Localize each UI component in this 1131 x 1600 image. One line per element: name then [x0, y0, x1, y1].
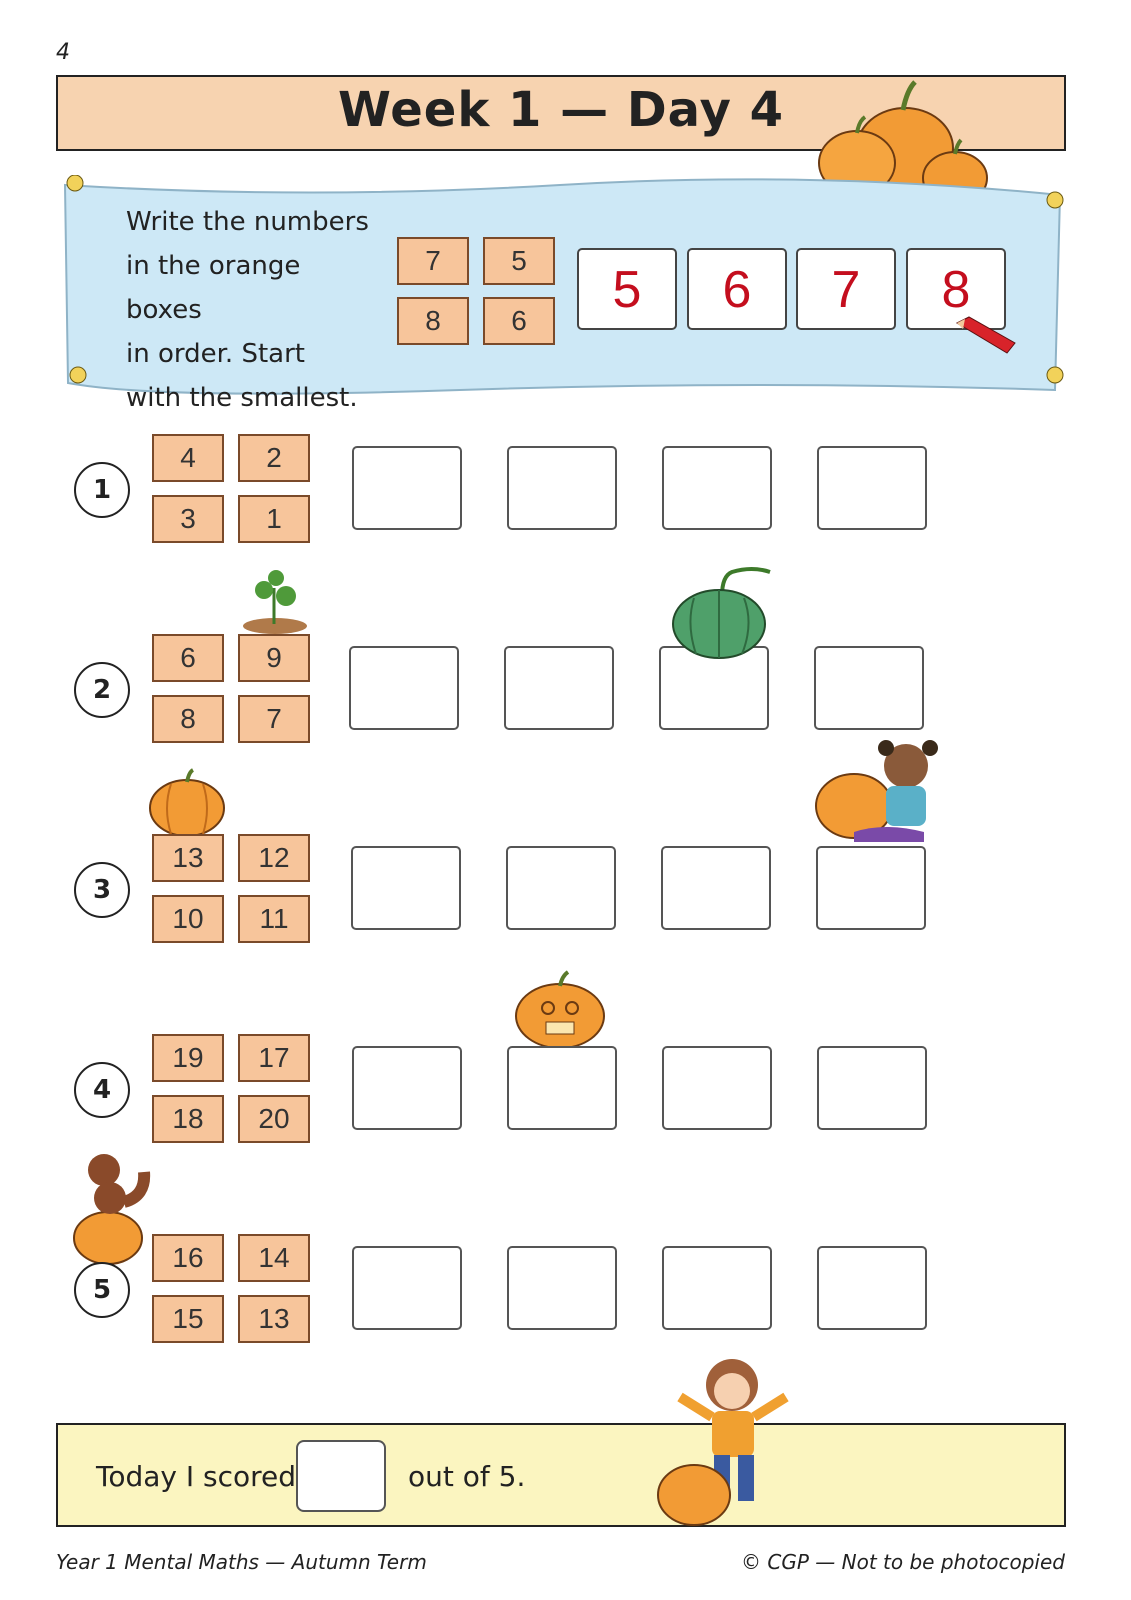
orange-box: 9: [238, 634, 310, 682]
answer-box[interactable]: [662, 446, 772, 530]
example-answer-box: 5: [577, 248, 677, 330]
answer-box[interactable]: [817, 446, 927, 530]
squirrel-on-pumpkin-illustration: [70, 1140, 152, 1268]
example-orange-box: 7: [397, 237, 469, 285]
orange-box: 1: [238, 495, 310, 543]
answer-box[interactable]: [504, 646, 614, 730]
orange-box: 16: [152, 1234, 224, 1282]
orange-box: 7: [238, 695, 310, 743]
instruction-line: with the smallest.: [126, 383, 358, 413]
orange-box: 10: [152, 895, 224, 943]
answer-box[interactable]: [817, 1246, 927, 1330]
answer-box[interactable]: [507, 1046, 617, 1130]
question-number: 2: [74, 662, 130, 718]
answer-box[interactable]: [506, 846, 616, 930]
answer-box[interactable]: [817, 1046, 927, 1130]
answer-box[interactable]: [351, 846, 461, 930]
example-answer-box: 6: [687, 248, 787, 330]
answer-box[interactable]: [507, 1246, 617, 1330]
question-number: 3: [74, 862, 130, 918]
child-with-pumpkin-illustration: [814, 736, 954, 848]
orange-box: 15: [152, 1295, 224, 1343]
pencil-icon: [955, 315, 1025, 355]
answer-box[interactable]: [352, 1046, 462, 1130]
orange-box: 17: [238, 1034, 310, 1082]
answer-box[interactable]: [352, 446, 462, 530]
answer-box[interactable]: [816, 846, 926, 930]
orange-box: 8: [152, 695, 224, 743]
instruction-line: in order. Start: [126, 339, 305, 369]
footer-right: © CGP — Not to be photocopied: [741, 1550, 1065, 1574]
jack-o-lantern-icon: [512, 970, 608, 1050]
score-label-after: out of 5.: [408, 1460, 526, 1493]
score-label-before: Today I scored: [96, 1460, 297, 1493]
orange-box: 13: [152, 834, 224, 882]
example-answer-box: 8: [906, 248, 1006, 330]
answer-box[interactable]: [814, 646, 924, 730]
orange-box: 2: [238, 434, 310, 482]
example-orange-box: 8: [397, 297, 469, 345]
orange-box: 14: [238, 1234, 310, 1282]
seedling-icon: [240, 568, 310, 636]
answer-box[interactable]: [507, 446, 617, 530]
orange-box: 3: [152, 495, 224, 543]
example-instruction: [126, 200, 376, 420]
orange-box: 18: [152, 1095, 224, 1143]
answer-box[interactable]: [349, 646, 459, 730]
footer-left: Year 1 Mental Maths — Autumn Term: [56, 1550, 427, 1574]
answer-box[interactable]: [662, 1246, 772, 1330]
answer-box[interactable]: [352, 1246, 462, 1330]
page-title: Week 1 — Day 4: [338, 82, 784, 138]
instruction-line: Write the numbers: [126, 207, 369, 237]
question-number: 4: [74, 1062, 130, 1118]
green-pumpkin-illustration: [664, 560, 779, 662]
answer-box[interactable]: [662, 1046, 772, 1130]
answer-box[interactable]: [661, 846, 771, 930]
child-with-leaves-illustration: [652, 1345, 822, 1535]
question-number: 5: [74, 1262, 130, 1318]
example-orange-box: 6: [483, 297, 555, 345]
example-orange-box: 5: [483, 237, 555, 285]
orange-box: 12: [238, 834, 310, 882]
orange-box: 11: [238, 895, 310, 943]
question-number: 1: [74, 462, 130, 518]
orange-box: 4: [152, 434, 224, 482]
orange-box: 20: [238, 1095, 310, 1143]
instruction-line: in the orange boxes: [126, 251, 301, 325]
orange-box: 13: [238, 1295, 310, 1343]
orange-box: 6: [152, 634, 224, 682]
example-answer-box: 7: [796, 248, 896, 330]
page-number: 4: [56, 40, 70, 65]
score-input-box[interactable]: [296, 1440, 386, 1512]
pumpkin-icon: [147, 768, 227, 836]
orange-box: 19: [152, 1034, 224, 1082]
